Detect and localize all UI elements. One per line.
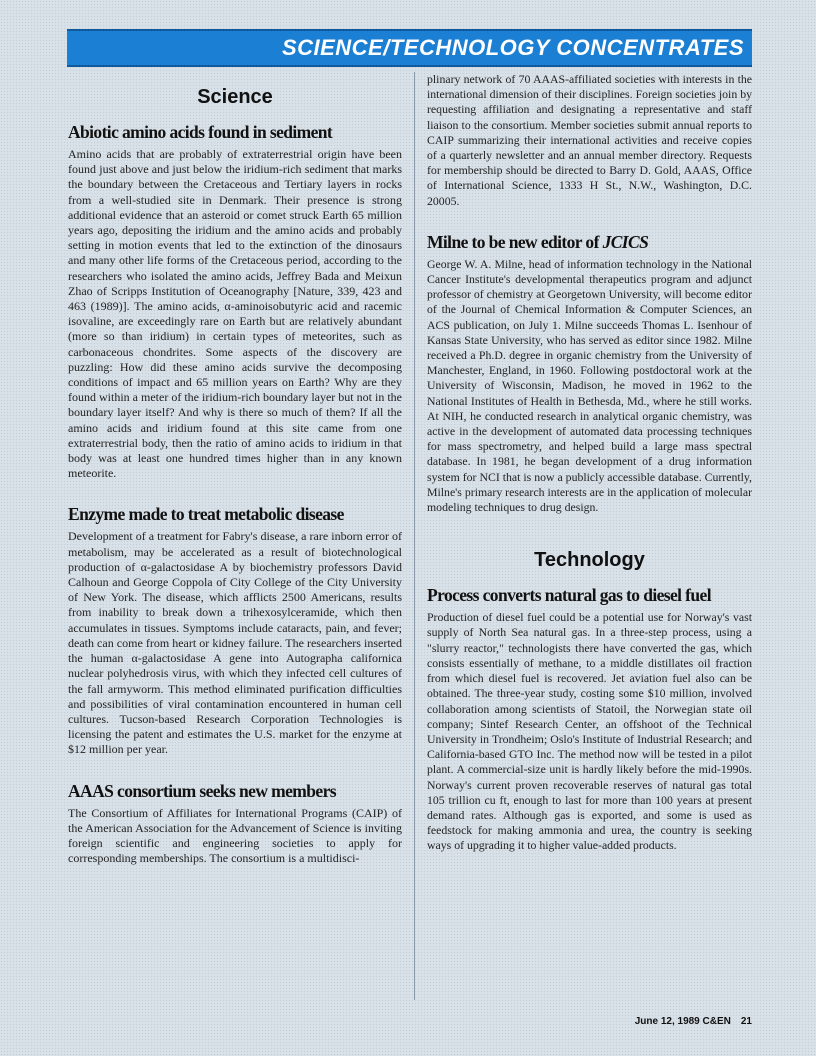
banner-title: SCIENCE/TECHNOLOGY CONCENTRATES xyxy=(281,35,744,60)
spacer xyxy=(68,758,402,780)
spacer xyxy=(68,481,402,503)
section-title-science: Science xyxy=(197,86,273,108)
headline-enzyme: Enzyme made to treat metabolic disease xyxy=(68,504,344,525)
article-body-aaas: The Consortium of Affiliates for International Programs (CAIP) of the American Association for the Advancement of Science is inviting foreign scientific and engineering societies to apply for corresponding memberships. The consortium is a multidisci- xyxy=(68,805,402,866)
article-body-milne: George W. A. Milne, head of information technology in the National Cancer Institute's developmental therapeutics program and adjunct professor of chemistry at Georgetown University, will become editor of the Journal of Chemical Information & Computer Sciences, an ACS publication, on July 1. Milne succeeds Thomas L. Isenhour of Kansas State University, who has served as editor since 1982. Milne received a Ph.D. degree in organic chemistry from the University of Manchester, England, in 1960. Following postdoctoral work at the University of Wisconsin, Madison, he moved in 1962 to the National Institutes of Health in Bethesda, Md., where he still works. At NIH, he conducted research in analytical organic chemistry, was active in the development of automated data processing techniques for mass spectrometry, and helped build a large mass spectral database. In 1981, he began development of a drug information system for NCI that is now a publicly accessible database. Currently, Milne's primary research interests are in the application of molecular modeling techniques to drug design. xyxy=(427,256,752,515)
page-footer xyxy=(635,1016,752,1027)
article-body-aaas-continued: plinary network of 70 AAAS-affiliated societies with interests in the international dimension of their disciplines. Foreign societies join by requesting affiliation and designating a representative and staff liaison to the consortium. Member societies submit annual reports to CAIP summarizing their international activities and receive copies of a quarterly newsletter and an annual member directory. Requests for membership should be directed to Barry D. Gold, AAAS, Office of International Science, 1333 H St., N.W., Washington, D.C. 20005. xyxy=(427,72,752,208)
page-number: 21 xyxy=(740,1016,752,1027)
article-body-diesel: Production of diesel fuel could be a potential use for Norway's vast supply of North Sea natural gas. In a three-step process, using a "slurry reactor," technologists there have converted the gas, which consists essentially of methane, to a middle distillates oil fraction from which diesel fuel is recovered. Jet aviation fuel also can be obtained. The three-year study, costing some $10 million, involved collaboration among scientists of Statoil, the Norwegian state oil company; Sintef Research Center, an offshoot of the Technical University in Trondheim; Oslo's Institute of Industrial Research; and California-based GTO Inc. The method now will be tested in a pilot plant. A commercial-size unit is hardly likely before the mid-1990s. Norway's current proven recoverable reserves of natural gas total 105 trillion cu ft, enough to last for more than 100 years at present demand rates. Although gas is exported, and some is used as feedstock for making ammonia and urea, the country is seeking ways of upgrading it to higher value-added products. xyxy=(427,610,752,853)
article-body-amino-acids: Amino acids that are probably of extraterrestrial origin have been found just above and just below the iridium-rich sediment that marks the boundary between the Cretaceous and Tertiary layers in rocks from a well-studied site in Denmark. Their presence is strong additional evidence that an asteroid or comet struck Earth 65 million years ago, depositing the iridium and the amino acids and probably setting in motion events that led to the extinction of the dinosaurs and many other life forms of the Cretaceous period, according to the researchers who isolated the amino acids, Jeffrey Bada and Meixun Zhao of Scripps Institution of Oceanography [Nature, 339, 423 and 463 (1989)]. The amino acids, α-aminoisobutyric acid and racemic isovaline, are exceedingly rare on Earth but are relatively abundant (more so than iridium) in certain types of meteorites, such as carbonaceous chondrites. Some aspects of the discovery are puzzling: How did these amino acids survive the decomposing conditions of impact and 65 million years on Earth? Why are they found within a meter of the iridium-rich boundary layer but not in the boundary layer itself? And why is there so much of them? If all the amino acids and iridium found at this site came from one extraterrestrial body, then the ratio of amino acids to iridium in that body was at least one hundred times higher than in any known meteorite. xyxy=(68,147,402,481)
section-banner xyxy=(67,29,752,67)
headline-aaas: AAAS consortium seeks new members xyxy=(68,780,336,801)
column-divider xyxy=(414,72,415,1000)
headline-milne-journal: JCICS xyxy=(602,231,649,252)
headline-amino-acids: Abiotic amino acids found in sediment xyxy=(68,122,333,142)
left-column xyxy=(68,72,402,866)
headline-milne xyxy=(427,231,752,253)
headline-diesel: Process converts natural gas to diesel fuel xyxy=(427,585,711,606)
right-column xyxy=(427,72,752,854)
headline-milne-text: Milne to be new editor of xyxy=(427,231,603,252)
section-title-technology: Technology xyxy=(534,549,645,572)
footer-date-publication: June 12, 1989 C&EN xyxy=(634,1016,731,1027)
article-body-enzyme: Development of a treatment for Fabry's disease, a rare inborn error of metabolism, may be accelerated as a result of biotechnological production of α-galactosidase A by biochemistry professors David Calhoun and George Coppola of City College of the City University of New York. The disease, which afflicts 2500 Americans, results from inability to break down a trihexosylceramide, which then accumulates in tissues. Symptoms include cataracts, pain, and fever; death can come from heart or kidney failure. The researchers inserted the human α-galactosidase A gene into Autographa californica nuclear polyhedrosis virus, with which they infected cell cultures of the fall armyworm. This method eliminated purification difficulties and possibilities of viral contamination encountered in human cell cultures. Tucson-based Research Corporation Technologies is licensing the patent and estimates the U.S. market for the enzyme at $12 million per year. xyxy=(68,529,402,757)
spacer xyxy=(427,209,752,231)
